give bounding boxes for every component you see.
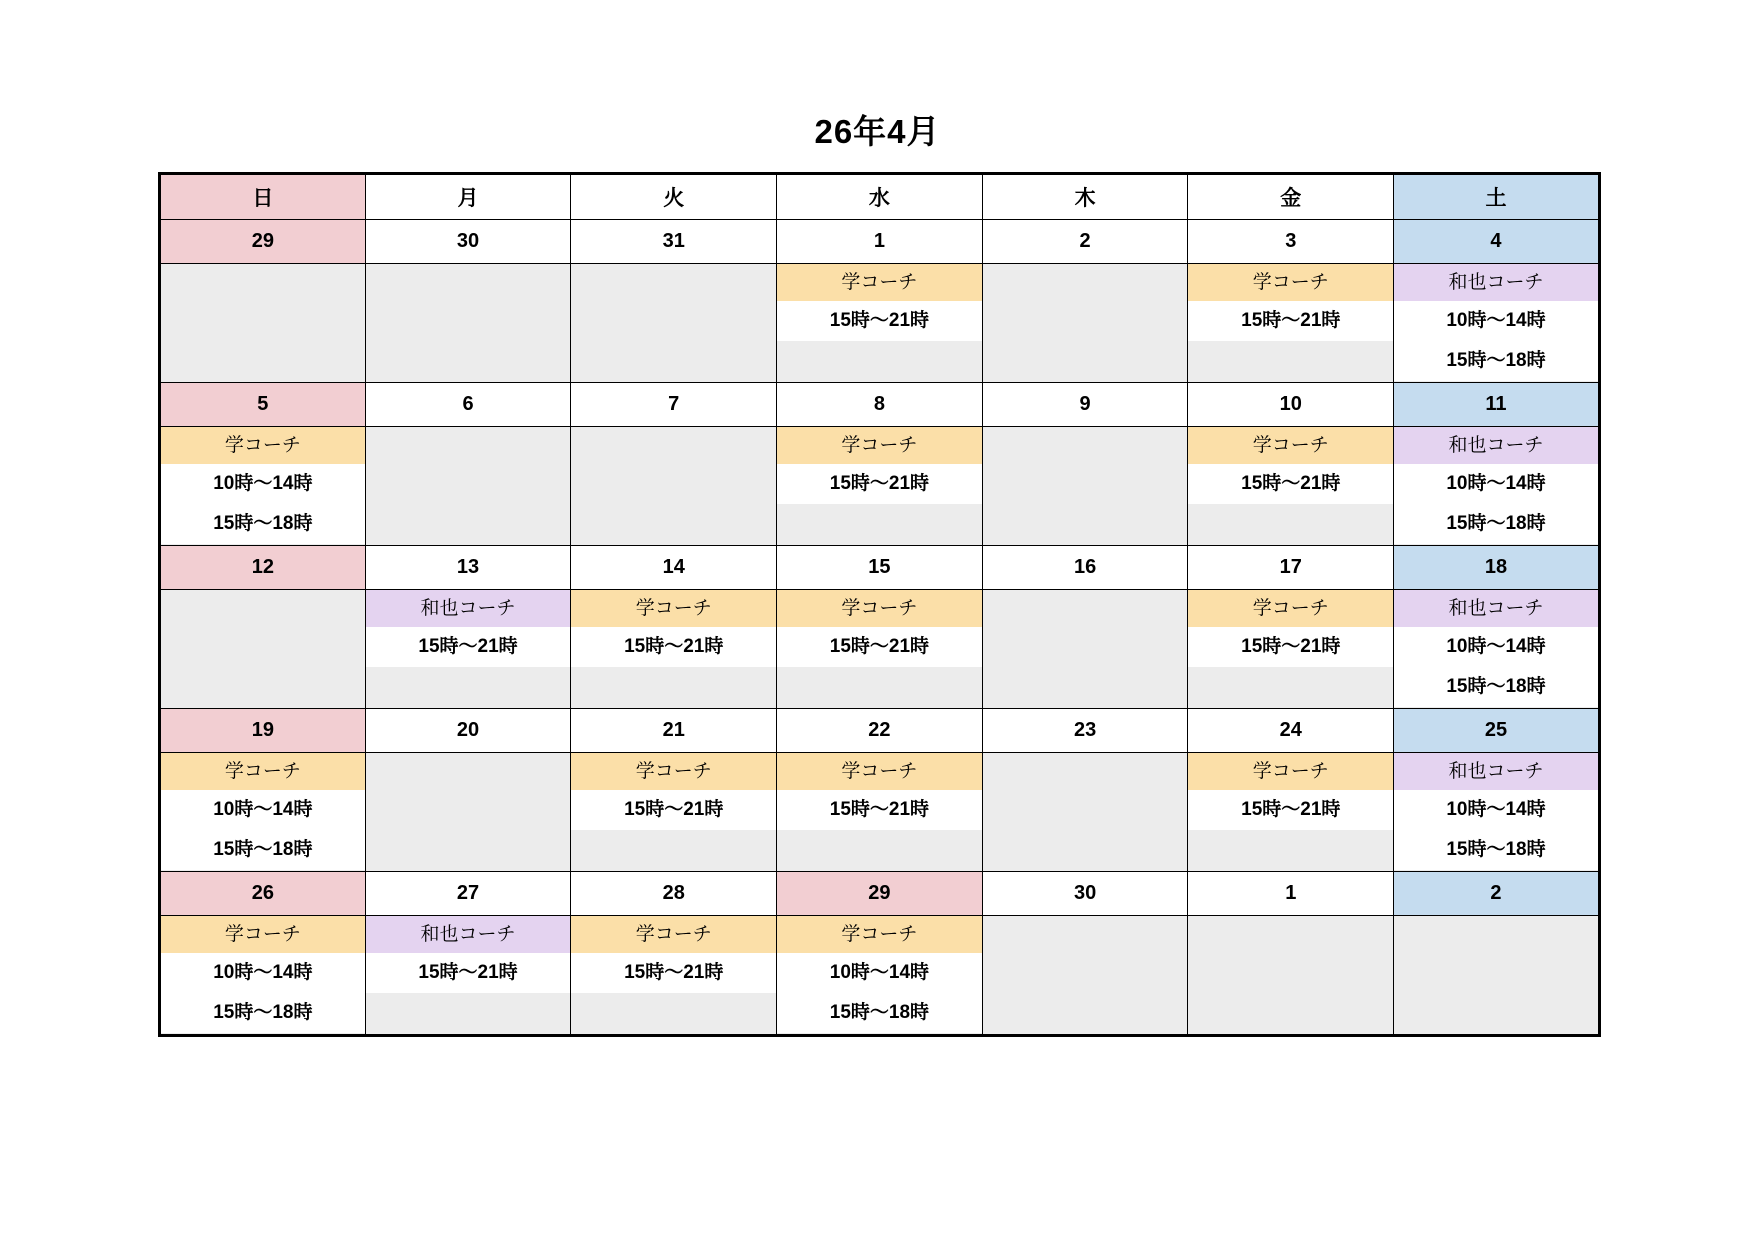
date-cell[interactable]: 25 bbox=[1394, 709, 1600, 753]
event-cell-content bbox=[161, 753, 365, 871]
empty-slot bbox=[983, 264, 1188, 382]
coach-label: 学コーチ bbox=[161, 753, 365, 790]
date-cell[interactable]: 17 bbox=[1188, 546, 1394, 590]
time-slot: 15時〜21時 bbox=[777, 627, 982, 667]
coach-label: 学コーチ bbox=[571, 590, 776, 627]
time-slot: 15時〜18時 bbox=[161, 504, 365, 544]
time-slot: 10時〜14時 bbox=[161, 953, 365, 993]
calendar-container bbox=[158, 172, 1598, 1037]
date-cell[interactable]: 2 bbox=[1394, 872, 1600, 916]
cell-filler bbox=[571, 830, 776, 871]
coach-label: 学コーチ bbox=[571, 916, 776, 953]
event-cell[interactable] bbox=[160, 264, 366, 383]
event-cell-content bbox=[571, 916, 776, 1034]
time-slot: 10時〜14時 bbox=[1394, 627, 1598, 667]
event-row bbox=[160, 590, 1600, 709]
event-cell-content bbox=[983, 916, 1188, 1034]
date-cell[interactable]: 8 bbox=[777, 383, 983, 427]
event-cell-content bbox=[366, 753, 571, 871]
event-cell-content bbox=[161, 427, 365, 545]
coach-label: 学コーチ bbox=[571, 753, 776, 790]
event-cell[interactable] bbox=[777, 753, 983, 872]
cell-filler bbox=[777, 504, 982, 545]
event-cell-content bbox=[777, 590, 982, 708]
date-cell[interactable]: 18 bbox=[1394, 546, 1600, 590]
event-cell[interactable] bbox=[160, 753, 366, 872]
date-cell[interactable]: 6 bbox=[365, 383, 571, 427]
calendar-body bbox=[160, 174, 1600, 1036]
event-cell[interactable] bbox=[1394, 264, 1600, 383]
empty-slot bbox=[161, 590, 365, 708]
event-cell[interactable] bbox=[982, 916, 1188, 1036]
empty-slot bbox=[1394, 916, 1598, 1034]
cell-filler bbox=[366, 667, 571, 708]
time-slot: 15時〜21時 bbox=[571, 627, 776, 667]
event-cell[interactable] bbox=[982, 264, 1188, 383]
empty-slot bbox=[366, 753, 571, 871]
coach-label: 学コーチ bbox=[1188, 427, 1393, 464]
time-slot: 15時〜21時 bbox=[366, 953, 571, 993]
empty-slot bbox=[571, 264, 776, 382]
weekday-header-cell: 木 bbox=[982, 174, 1188, 220]
date-number-row bbox=[160, 220, 1600, 264]
coach-label: 学コーチ bbox=[777, 427, 982, 464]
coach-label: 和也コーチ bbox=[1394, 427, 1598, 464]
date-cell[interactable]: 22 bbox=[777, 709, 983, 753]
empty-slot bbox=[1188, 916, 1393, 1034]
empty-slot bbox=[983, 753, 1188, 871]
event-row bbox=[160, 753, 1600, 872]
date-cell[interactable]: 30 bbox=[982, 872, 1188, 916]
date-cell[interactable]: 14 bbox=[571, 546, 777, 590]
event-cell[interactable] bbox=[571, 916, 777, 1036]
time-slot: 10時〜14時 bbox=[1394, 464, 1598, 504]
event-cell[interactable] bbox=[1188, 916, 1394, 1036]
date-cell[interactable]: 30 bbox=[365, 220, 571, 264]
time-slot: 15時〜21時 bbox=[1188, 464, 1393, 504]
coach-label: 学コーチ bbox=[1188, 590, 1393, 627]
event-cell[interactable] bbox=[1394, 427, 1600, 546]
cell-filler bbox=[161, 1033, 365, 1034]
date-number-row bbox=[160, 872, 1600, 916]
time-slot: 10時〜14時 bbox=[161, 464, 365, 504]
date-cell[interactable]: 21 bbox=[571, 709, 777, 753]
empty-slot bbox=[366, 264, 571, 382]
time-slot: 15時〜18時 bbox=[777, 993, 982, 1033]
event-cell-content bbox=[1188, 590, 1393, 708]
time-slot: 10時〜14時 bbox=[1394, 790, 1598, 830]
date-cell[interactable]: 29 bbox=[777, 872, 983, 916]
event-cell[interactable] bbox=[1188, 264, 1394, 383]
event-cell[interactable] bbox=[1394, 916, 1600, 1036]
event-cell-content bbox=[571, 264, 776, 382]
date-cell[interactable]: 26 bbox=[160, 872, 366, 916]
event-cell[interactable] bbox=[777, 264, 983, 383]
event-cell[interactable] bbox=[160, 590, 366, 709]
time-slot: 15時〜18時 bbox=[161, 830, 365, 870]
date-cell[interactable]: 29 bbox=[160, 220, 366, 264]
event-cell-content bbox=[571, 753, 776, 871]
coach-label: 学コーチ bbox=[777, 916, 982, 953]
time-slot: 15時〜21時 bbox=[571, 953, 776, 993]
calendar-table bbox=[158, 172, 1601, 1037]
event-cell[interactable] bbox=[365, 427, 571, 546]
date-cell[interactable]: 1 bbox=[777, 220, 983, 264]
cell-filler bbox=[366, 993, 571, 1034]
coach-label: 和也コーチ bbox=[366, 916, 571, 953]
coach-label: 和也コーチ bbox=[1394, 264, 1598, 301]
date-number-row bbox=[160, 383, 1600, 427]
cell-filler bbox=[777, 1033, 982, 1034]
event-row bbox=[160, 264, 1600, 383]
coach-label: 学コーチ bbox=[777, 753, 982, 790]
weekday-header-cell: 日 bbox=[160, 174, 366, 220]
weekday-header-cell: 金 bbox=[1188, 174, 1394, 220]
event-cell[interactable] bbox=[365, 264, 571, 383]
date-cell[interactable]: 5 bbox=[160, 383, 366, 427]
cell-filler bbox=[777, 341, 982, 382]
event-cell-content bbox=[777, 916, 982, 1034]
cell-filler bbox=[1188, 830, 1393, 871]
time-slot: 10時〜14時 bbox=[1394, 301, 1598, 341]
event-cell-content bbox=[366, 427, 571, 545]
event-cell[interactable] bbox=[160, 427, 366, 546]
date-cell[interactable]: 16 bbox=[982, 546, 1188, 590]
event-cell[interactable] bbox=[571, 427, 777, 546]
date-cell[interactable]: 4 bbox=[1394, 220, 1600, 264]
event-cell[interactable] bbox=[982, 753, 1188, 872]
date-cell[interactable]: 10 bbox=[1188, 383, 1394, 427]
coach-label: 学コーチ bbox=[1188, 753, 1393, 790]
cell-filler bbox=[571, 993, 776, 1034]
empty-slot bbox=[571, 427, 776, 545]
coach-label: 学コーチ bbox=[777, 264, 982, 301]
weekday-header-row bbox=[160, 174, 1600, 220]
event-cell[interactable] bbox=[571, 753, 777, 872]
page-title: 26年4月 bbox=[814, 113, 941, 150]
cell-filler bbox=[571, 667, 776, 708]
event-cell-content bbox=[1188, 753, 1393, 871]
time-slot: 15時〜21時 bbox=[571, 790, 776, 830]
event-cell[interactable] bbox=[365, 753, 571, 872]
weekday-header-cell: 水 bbox=[777, 174, 983, 220]
event-row bbox=[160, 916, 1600, 1036]
date-cell[interactable]: 9 bbox=[982, 383, 1188, 427]
time-slot: 15時〜18時 bbox=[161, 993, 365, 1033]
event-cell-content bbox=[983, 264, 1188, 382]
weekday-header-cell: 土 bbox=[1394, 174, 1600, 220]
event-cell[interactable] bbox=[571, 264, 777, 383]
time-slot: 15時〜18時 bbox=[1394, 830, 1598, 870]
coach-label: 学コーチ bbox=[1188, 264, 1393, 301]
cell-filler bbox=[777, 667, 982, 708]
time-slot: 15時〜21時 bbox=[366, 627, 571, 667]
event-cell-content bbox=[1394, 916, 1598, 1034]
cell-filler bbox=[1188, 341, 1393, 382]
cell-filler bbox=[777, 830, 982, 871]
cell-filler bbox=[1394, 544, 1598, 545]
event-cell-content bbox=[366, 590, 571, 708]
event-cell-content bbox=[1394, 753, 1598, 871]
event-cell-content bbox=[777, 264, 982, 382]
date-number-row bbox=[160, 546, 1600, 590]
date-cell[interactable]: 31 bbox=[571, 220, 777, 264]
empty-slot bbox=[161, 264, 365, 382]
event-cell[interactable] bbox=[1188, 590, 1394, 709]
event-cell[interactable] bbox=[1394, 753, 1600, 872]
event-cell-content bbox=[983, 753, 1188, 871]
date-cell[interactable]: 28 bbox=[571, 872, 777, 916]
event-cell[interactable] bbox=[365, 590, 571, 709]
date-cell[interactable]: 20 bbox=[365, 709, 571, 753]
coach-label: 学コーチ bbox=[777, 590, 982, 627]
event-cell-content bbox=[1188, 264, 1393, 382]
event-cell-content bbox=[571, 590, 776, 708]
date-cell[interactable]: 24 bbox=[1188, 709, 1394, 753]
empty-slot bbox=[983, 427, 1188, 545]
event-cell[interactable] bbox=[1188, 427, 1394, 546]
event-cell-content bbox=[366, 916, 571, 1034]
date-cell[interactable]: 23 bbox=[982, 709, 1188, 753]
empty-slot bbox=[983, 916, 1188, 1034]
event-cell[interactable] bbox=[160, 916, 366, 1036]
date-number-row bbox=[160, 709, 1600, 753]
event-cell-content bbox=[571, 427, 776, 545]
date-cell[interactable]: 15 bbox=[777, 546, 983, 590]
cell-filler bbox=[1394, 870, 1598, 871]
time-slot: 15時〜21時 bbox=[1188, 627, 1393, 667]
time-slot: 15時〜21時 bbox=[777, 301, 982, 341]
time-slot: 15時〜18時 bbox=[1394, 667, 1598, 707]
event-cell[interactable] bbox=[777, 916, 983, 1036]
event-cell[interactable] bbox=[777, 590, 983, 709]
event-row bbox=[160, 427, 1600, 546]
event-cell-content bbox=[983, 427, 1188, 545]
event-cell-content bbox=[777, 427, 982, 545]
date-cell[interactable]: 11 bbox=[1394, 383, 1600, 427]
event-cell-content bbox=[1394, 427, 1598, 545]
time-slot: 10時〜14時 bbox=[161, 790, 365, 830]
time-slot: 15時〜21時 bbox=[777, 790, 982, 830]
coach-label: 和也コーチ bbox=[1394, 590, 1598, 627]
time-slot: 15時〜21時 bbox=[777, 464, 982, 504]
time-slot: 15時〜21時 bbox=[1188, 790, 1393, 830]
coach-label: 和也コーチ bbox=[366, 590, 571, 627]
event-cell-content bbox=[983, 590, 1188, 708]
event-cell-content bbox=[161, 590, 365, 708]
date-cell[interactable]: 27 bbox=[365, 872, 571, 916]
event-cell[interactable] bbox=[777, 427, 983, 546]
event-cell-content bbox=[1394, 590, 1598, 708]
coach-label: 学コーチ bbox=[161, 427, 365, 464]
event-cell-content bbox=[1188, 916, 1393, 1034]
date-cell[interactable]: 3 bbox=[1188, 220, 1394, 264]
empty-slot bbox=[983, 590, 1188, 708]
cell-filler bbox=[1188, 504, 1393, 545]
time-slot: 15時〜18時 bbox=[1394, 341, 1598, 381]
cell-filler bbox=[1394, 707, 1598, 708]
cell-filler bbox=[1394, 381, 1598, 382]
event-cell-content bbox=[1188, 427, 1393, 545]
event-cell[interactable] bbox=[982, 590, 1188, 709]
coach-label: 和也コーチ bbox=[1394, 753, 1598, 790]
cell-filler bbox=[161, 544, 365, 545]
event-cell-content bbox=[161, 264, 365, 382]
date-cell[interactable]: 2 bbox=[982, 220, 1188, 264]
weekday-header-cell: 月 bbox=[365, 174, 571, 220]
date-cell[interactable]: 7 bbox=[571, 383, 777, 427]
date-cell[interactable]: 19 bbox=[160, 709, 366, 753]
event-cell[interactable] bbox=[982, 427, 1188, 546]
event-cell[interactable] bbox=[1394, 590, 1600, 709]
empty-slot bbox=[366, 427, 571, 545]
time-slot: 15時〜21時 bbox=[1188, 301, 1393, 341]
event-cell-content bbox=[777, 753, 982, 871]
weekday-header-cell: 火 bbox=[571, 174, 777, 220]
time-slot: 15時〜18時 bbox=[1394, 504, 1598, 544]
event-cell-content bbox=[1394, 264, 1598, 382]
event-cell-content bbox=[161, 916, 365, 1034]
date-cell[interactable]: 12 bbox=[160, 546, 366, 590]
event-cell[interactable] bbox=[1188, 753, 1394, 872]
coach-label: 学コーチ bbox=[161, 916, 365, 953]
event-cell[interactable] bbox=[365, 916, 571, 1036]
date-cell[interactable]: 13 bbox=[365, 546, 571, 590]
cell-filler bbox=[161, 870, 365, 871]
cell-filler bbox=[1188, 667, 1393, 708]
time-slot: 10時〜14時 bbox=[777, 953, 982, 993]
event-cell-content bbox=[366, 264, 571, 382]
date-cell[interactable]: 1 bbox=[1188, 872, 1394, 916]
event-cell[interactable] bbox=[571, 590, 777, 709]
